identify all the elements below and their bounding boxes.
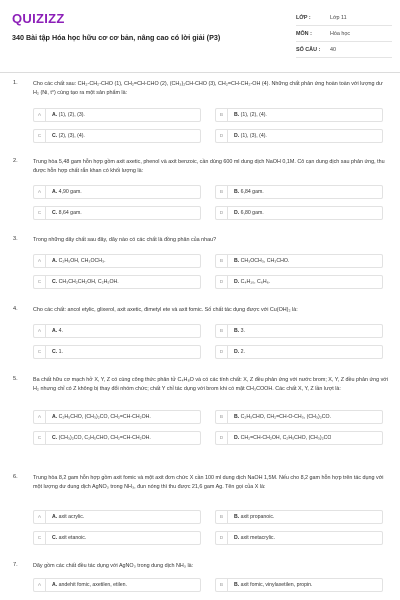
option-text: (1), (2), (4). — [240, 112, 267, 118]
option-label: C. — [52, 279, 58, 285]
option-letter: C — [34, 276, 46, 288]
option-b[interactable] — [215, 185, 383, 199]
option-d[interactable] — [215, 129, 383, 143]
option-label: D. — [234, 210, 240, 216]
option-c[interactable] — [33, 431, 201, 445]
option-label: C. — [52, 435, 58, 441]
option-b[interactable] — [215, 108, 383, 122]
option-letter: D — [216, 532, 228, 544]
option-letter: D — [216, 276, 228, 288]
option-text: C₂H₅CHO, (CH₃)₂CO, CH₂=CH-CH₂OH. — [58, 414, 151, 420]
document-title: 340 Bài tập Hóa học hữu cơ cơ bản, nâng cao có lời giải (P3) — [12, 33, 221, 42]
option-a[interactable] — [33, 108, 201, 122]
option-letter: B — [216, 579, 228, 591]
option-label: A. — [52, 514, 58, 520]
option-label: B. — [234, 514, 240, 520]
option-text: axit fomic, vinylaxetilen, propin. — [240, 582, 313, 588]
question-number: 5. — [13, 376, 18, 382]
question-text: Cho các chất: ancol etylic, glixerol, axit axetic, đimetyl ete và axit fomic. Số chất tác dụng được với Cu(OH)₂ là: — [33, 307, 298, 313]
option-label: B. — [234, 258, 240, 264]
option-a[interactable] — [33, 254, 201, 268]
question-text: Cho các chất sau: CH₂-CH₂-CHO (1), CH₂=CH-CHO (2), (CH₃)₂CH-CHO (3), CH₂=CH-CH₂-OH (4). Những chất phản ứng hoàn toàn với lượng dư H₂ (Ni, t°) cùng tạo ra một sản phẩm là: — [33, 81, 383, 96]
question-7 — [0, 560, 400, 600]
option-letter: B — [216, 186, 228, 198]
option-label: C. — [52, 133, 58, 139]
option-letter: B — [216, 511, 228, 523]
option-text: 2. — [240, 349, 245, 355]
option-label: A. — [52, 189, 58, 195]
option-label: D. — [234, 133, 240, 139]
option-d[interactable] — [215, 431, 383, 445]
option-d[interactable] — [215, 531, 383, 545]
option-text: 4. — [58, 328, 63, 334]
option-letter: C — [34, 346, 46, 358]
option-text: (CH₃)₂CO, C₂H₅CHO, CH₂=CH-CH₂OH. — [58, 435, 151, 441]
option-b[interactable] — [215, 578, 383, 592]
question-text: Ba chất hữu cơ mạch hở X, Y, Z có cùng công thức phân tử C₄H₈O và có các tính chất: X, Z đều phản ứng với nước brom; X, Y, Z đều phản ứng với H₂ nhưng chỉ có Z không bị thay đổi nhóm chức; chất Y chỉ tác dụng với brom khi có mặt CH₃COOH. Các chất X, Y, Z lần lượt là: — [33, 377, 389, 392]
option-label: A. — [52, 112, 58, 118]
question-number: 3. — [13, 236, 18, 242]
meta-value: Hóa học — [330, 30, 351, 37]
option-label: B. — [234, 414, 240, 420]
option-letter: A — [34, 579, 46, 591]
question-text: Trong những dãy chất sau đây, dãy nào có các chất là đồng phân của nhau? — [33, 237, 217, 243]
option-a[interactable] — [33, 510, 201, 524]
question-5 — [0, 374, 400, 472]
option-a[interactable] — [33, 578, 201, 592]
option-letter: D — [216, 346, 228, 358]
option-text: axit metacrylic. — [240, 535, 275, 541]
option-b[interactable] — [215, 410, 383, 424]
option-text: (1), (3), (4). — [240, 133, 267, 139]
option-letter: B — [216, 325, 228, 337]
option-text: 6,80 gam. — [240, 210, 264, 216]
option-text: andehit fomic, axetilen, etilen. — [58, 582, 127, 588]
question-number: 2. — [13, 158, 18, 164]
question-list — [0, 78, 400, 600]
option-label: B. — [234, 582, 240, 588]
question-2 — [0, 156, 400, 234]
option-label: C. — [52, 349, 58, 355]
option-letter: D — [216, 130, 228, 142]
option-letter: D — [216, 207, 228, 219]
option-text: 3. — [240, 328, 245, 334]
option-c[interactable] — [33, 206, 201, 220]
option-text: CH₃CH₂CH₂OH, C₂H₅OH. — [58, 279, 119, 285]
option-text: C₂H₅OH, CH₃OCH₃. — [58, 258, 106, 264]
option-letter: A — [34, 186, 46, 198]
document-header — [0, 0, 400, 72]
option-letter: D — [216, 432, 228, 444]
option-c[interactable] — [33, 345, 201, 359]
option-text: (1), (2), (3). — [58, 112, 85, 118]
option-a[interactable] — [33, 410, 201, 424]
option-d[interactable] — [215, 206, 383, 220]
question-text: Dãy gồm các chất đều tác dụng với AgNO₃ trong dung dịch NH₃ là: — [33, 563, 194, 569]
option-letter: C — [34, 532, 46, 544]
option-text: 6,84 gam. — [240, 189, 264, 195]
quizizz-logo: QUIZIZZ — [12, 11, 65, 26]
option-text: 1. — [58, 349, 63, 355]
option-letter: A — [34, 511, 46, 523]
option-a[interactable] — [33, 324, 201, 338]
option-c[interactable] — [33, 129, 201, 143]
option-label: A. — [52, 582, 58, 588]
option-letter: B — [216, 411, 228, 423]
question-number: 7. — [13, 562, 18, 568]
meta-value: 40 — [330, 46, 336, 53]
meta-table — [296, 10, 392, 58]
option-text: axit etanoic. — [58, 535, 87, 541]
option-letter: C — [34, 207, 46, 219]
question-4 — [0, 304, 400, 374]
question-number: 6. — [13, 474, 18, 480]
option-label: D. — [234, 349, 240, 355]
option-b[interactable] — [215, 510, 383, 524]
option-label: A. — [52, 414, 58, 420]
meta-row-subject — [296, 26, 392, 42]
option-b[interactable] — [215, 324, 383, 338]
option-label: D. — [234, 279, 240, 285]
option-label: A. — [52, 328, 58, 334]
option-b[interactable] — [215, 254, 383, 268]
option-text: C₄H₁₀, C₆H₆. — [240, 279, 271, 285]
option-letter: A — [34, 255, 46, 267]
question-number: 4. — [13, 306, 18, 312]
option-label: D. — [234, 535, 240, 541]
meta-key: SỐ CÂU : — [296, 46, 321, 53]
question-text: Trung hòa 5,48 gam hỗn hợp gồm axit axetic, phenol và axit benzoic, cần dùng 600 ml dung dịch NaOH 0,1M. Cô cạn dung dịch sau phản ứng, thu được hỗn hợp chất rắn khan có khối lượng là: — [33, 159, 385, 174]
option-letter: A — [34, 109, 46, 121]
meta-key: MÔN : — [296, 30, 312, 37]
option-letter: C — [34, 432, 46, 444]
option-text: 8,64 gam. — [58, 210, 82, 216]
option-label: D. — [234, 435, 240, 441]
header-divider — [0, 72, 400, 73]
option-c[interactable] — [33, 531, 201, 545]
option-letter: C — [34, 130, 46, 142]
option-letter: A — [34, 411, 46, 423]
option-d[interactable] — [215, 275, 383, 289]
option-label: B. — [234, 112, 240, 118]
meta-row-grade — [296, 10, 392, 26]
option-letter: B — [216, 255, 228, 267]
meta-value: Lớp 11 — [330, 14, 347, 21]
meta-key: LỚP : — [296, 14, 311, 21]
option-text: (2), (3), (4). — [58, 133, 85, 139]
question-1 — [0, 78, 400, 156]
option-letter: A — [34, 325, 46, 337]
option-text: C₂H₅CHO, CH₂=CH-O-CH₃, (CH₃)₂CO. — [240, 414, 331, 420]
option-letter: B — [216, 109, 228, 121]
option-label: C. — [52, 210, 58, 216]
option-label: C. — [52, 535, 58, 541]
meta-row-count — [296, 42, 392, 58]
option-label: A. — [52, 258, 58, 264]
option-text: CH₂=CH-CH₂OH, C₂H₅CHO, (CH₃)₂CO — [240, 435, 332, 441]
option-label: B. — [234, 189, 240, 195]
question-6 — [0, 472, 400, 560]
question-number: 1. — [13, 80, 18, 86]
option-text: CH₃OCH₃, CH₃CHO. — [240, 258, 290, 264]
option-text: 4,90 gam. — [58, 189, 82, 195]
option-d[interactable] — [215, 345, 383, 359]
option-c[interactable] — [33, 275, 201, 289]
question-text: Trung hòa 8,2 gam hỗn hợp gồm axit fomic và một axit đơn chức X cần 100 ml dung dịch NaOH 1,5M. Nếu cho 8,2 gam hỗn hợp trên tác dụng với một lượng dư dung dịch AgNO₃ trong NH₃, đun nóng thì thu được 21,6 gam Ag. Tên gọi của X là: — [33, 475, 384, 490]
option-a[interactable] — [33, 185, 201, 199]
option-label: B. — [234, 328, 240, 334]
question-3 — [0, 234, 400, 304]
option-text: axit propanoic. — [240, 514, 275, 520]
option-text: axit acrylic. — [58, 514, 85, 520]
